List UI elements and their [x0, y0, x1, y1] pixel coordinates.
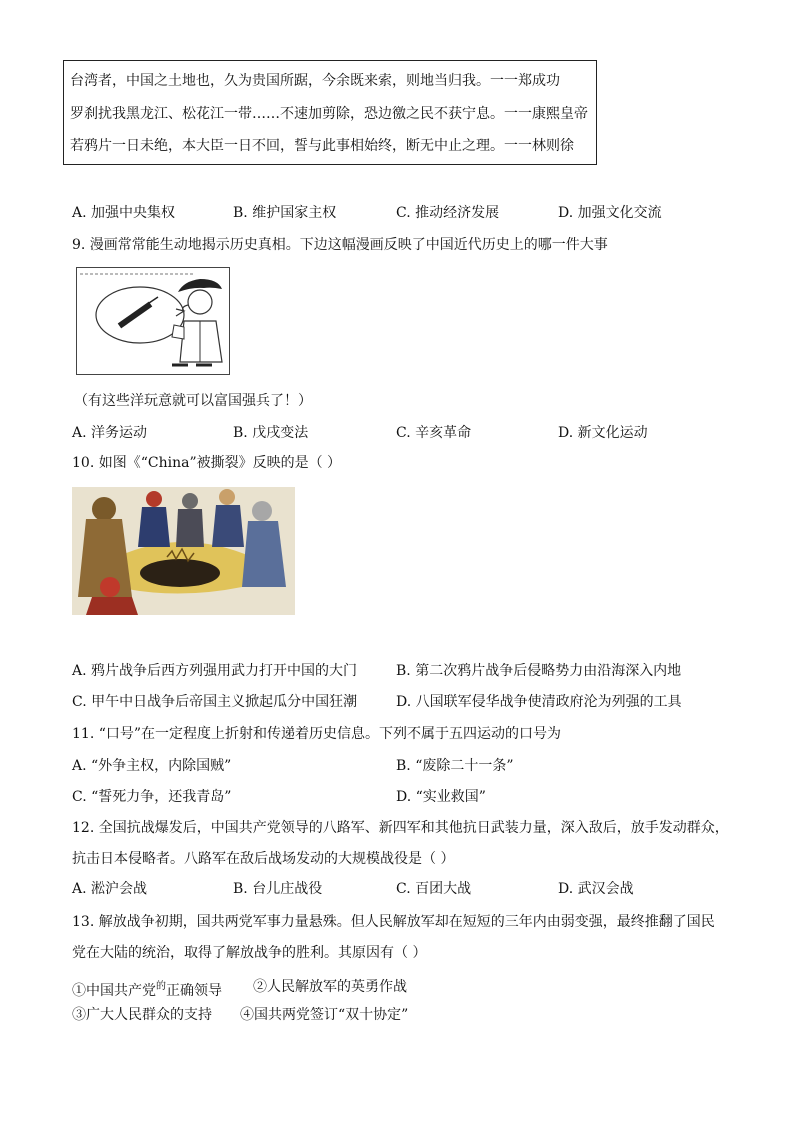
q12-stem-line1: 12. 全国抗战爆发后，中国共产党领导的八路军、新四军和其他抗日武装力量，深入敌后，放手发动群众，: [72, 820, 729, 836]
q13-item-2: ②人民解放军的英勇作战: [253, 979, 407, 995]
q11-option-c[interactable]: C. “誓死力争，还我青岛”: [72, 789, 232, 805]
q12-option-b[interactable]: B. 台儿庄战役: [233, 881, 323, 897]
q9-cartoon-caption: （有这些洋玩意就可以富国强兵了！）: [74, 393, 312, 409]
q10-option-a[interactable]: A. 鸦片战争后西方列强用武力打开中国的大门: [72, 663, 358, 679]
q10-china-torn-image: [72, 487, 295, 615]
q12-option-d[interactable]: D. 武汉会战: [558, 881, 634, 897]
q10-option-b[interactable]: B. 第二次鸦片战争后侵略势力由沿海深入内地: [396, 663, 682, 679]
q12-option-c[interactable]: C. 百团大战: [396, 881, 472, 897]
q8-option-b[interactable]: B. 维护国家主权: [233, 205, 337, 221]
q9-option-a[interactable]: A. 洋务运动: [72, 425, 148, 441]
q9-option-c[interactable]: C. 辛亥革命: [396, 425, 472, 441]
q12-stem-line2: 抗击日本侵略者。八路军在敌后战场发动的大规模战役是（ ）: [72, 851, 455, 867]
q10-stem: 10. 如图《“China”被撕裂》反映的是（ ）: [72, 455, 342, 471]
q13-item-1-text: ①中国共产党: [72, 983, 156, 999]
q11-option-a[interactable]: A. “外争主权，内除国贼”: [72, 758, 232, 774]
q13-item-1: [72, 977, 222, 1001]
q13-item-1-text-end: 正确领导: [166, 983, 222, 999]
quote-box: [63, 60, 597, 165]
q9-cartoon-image: [76, 267, 230, 375]
q13-stem-line1: 13. 解放战争初期，国共两党军事力量悬殊。但人民解放军却在短短的三年内由弱变强，最终推翻了国民: [72, 914, 715, 930]
q9-option-d[interactable]: D. 新文化运动: [558, 425, 648, 441]
q8-option-c[interactable]: C. 推动经济发展: [396, 205, 500, 221]
q10-option-d[interactable]: D. 八国联军侵华战争使清政府沦为列强的工具: [396, 694, 682, 710]
q9-stem: 9. 漫画常常能生动地揭示历史真相。下边这幅漫画反映了中国近代历史上的哪一件大事: [72, 237, 608, 253]
q13-item-4: ④国共两党签订“双十协定”: [240, 1007, 409, 1023]
q13-item-3: ③广大人民群众的支持: [72, 1007, 212, 1023]
q11-option-d[interactable]: D. “实业救国”: [396, 789, 486, 805]
quote-line: 罗刹扰我黑龙江、松花江一带……不速加剪除，恐边徼之民不获宁息。一一康熙皇帝: [70, 106, 588, 122]
q10-option-c[interactable]: C. 甲午中日战争后帝国主义掀起瓜分中国狂潮: [72, 694, 358, 710]
q8-option-a[interactable]: A. 加强中央集权: [72, 205, 176, 221]
q13-stem-line2: 党在大陆的统治，取得了解放战争的胜利。其原因有（ ）: [72, 945, 427, 961]
q11-option-b[interactable]: B. “废除二十一条”: [396, 758, 514, 774]
quote-line: 台湾者，中国之土地也，久为贵国所踞，今余既来索，则地当归我。一一郑成功: [70, 73, 560, 89]
q9-option-b[interactable]: B. 戊戌变法: [233, 425, 309, 441]
q12-option-a[interactable]: A. 淞沪会战: [72, 881, 148, 897]
q8-option-d[interactable]: D. 加强文化交流: [558, 205, 662, 221]
q11-stem: 11. “口号”在一定程度上折射和传递着历史信息。下列不属于五四运动的口号为: [72, 726, 562, 742]
q13-item-1-sup: 的: [156, 981, 166, 992]
quote-line: 若鸦片一日未绝，本大臣一日不回，誓与此事相始终，断无中止之理。一一林则徐: [70, 138, 574, 154]
